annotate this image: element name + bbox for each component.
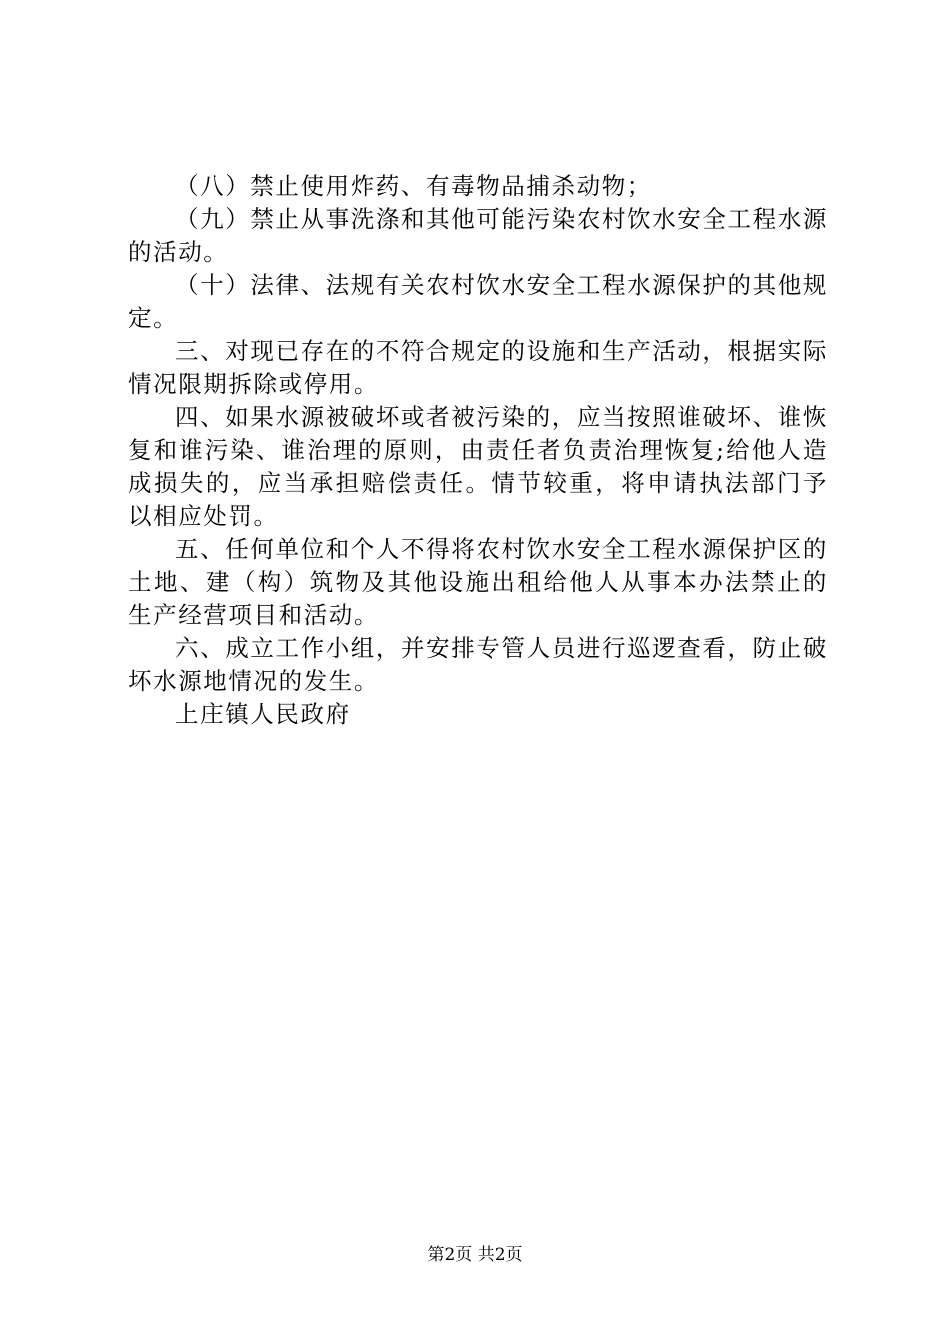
paragraph-section-5: 五、任何单位和个人不得将农村饮水安全工程水源保护区的土地、建（构）筑物及其他设施出租给他人从事本办法禁止的生产经营项目和活动。 — [128, 535, 828, 629]
signature-organization: 上庄镇人民政府 — [175, 700, 351, 728]
page-number-label: 第2页 共2页 — [427, 1245, 523, 1265]
paragraph-item-9: （九）禁止从事洗涤和其他可能污染农村饮水安全工程水源的活动。 — [128, 205, 828, 266]
paragraph-item-10: （十）法律、法规有关农村饮水安全工程水源保护的其他规定。 — [128, 271, 828, 332]
paragraph-item-8: （八）禁止使用炸药、有毒物品捕杀动物； — [175, 172, 652, 200]
document-body — [128, 170, 828, 731]
paragraph-section-3: 三、对现已存在的不符合规定的设施和生产活动，根据实际情况限期拆除或停用。 — [128, 337, 828, 398]
paragraph-section-4: 四、如果水源被破坏或者被污染的，应当按照谁破坏、谁恢复和谁污染、谁治理的原则，由责任者负责治理恢复;给他人造成损失的，应当承担赔偿责任。情节较重，将申请执法部门予以相应处罚。 — [128, 403, 828, 530]
page-footer — [0, 1243, 950, 1267]
paragraph-section-6: 六、成立工作小组，并安排专管人员进行巡逻查看，防止破坏水源地情况的发生。 — [128, 634, 828, 695]
